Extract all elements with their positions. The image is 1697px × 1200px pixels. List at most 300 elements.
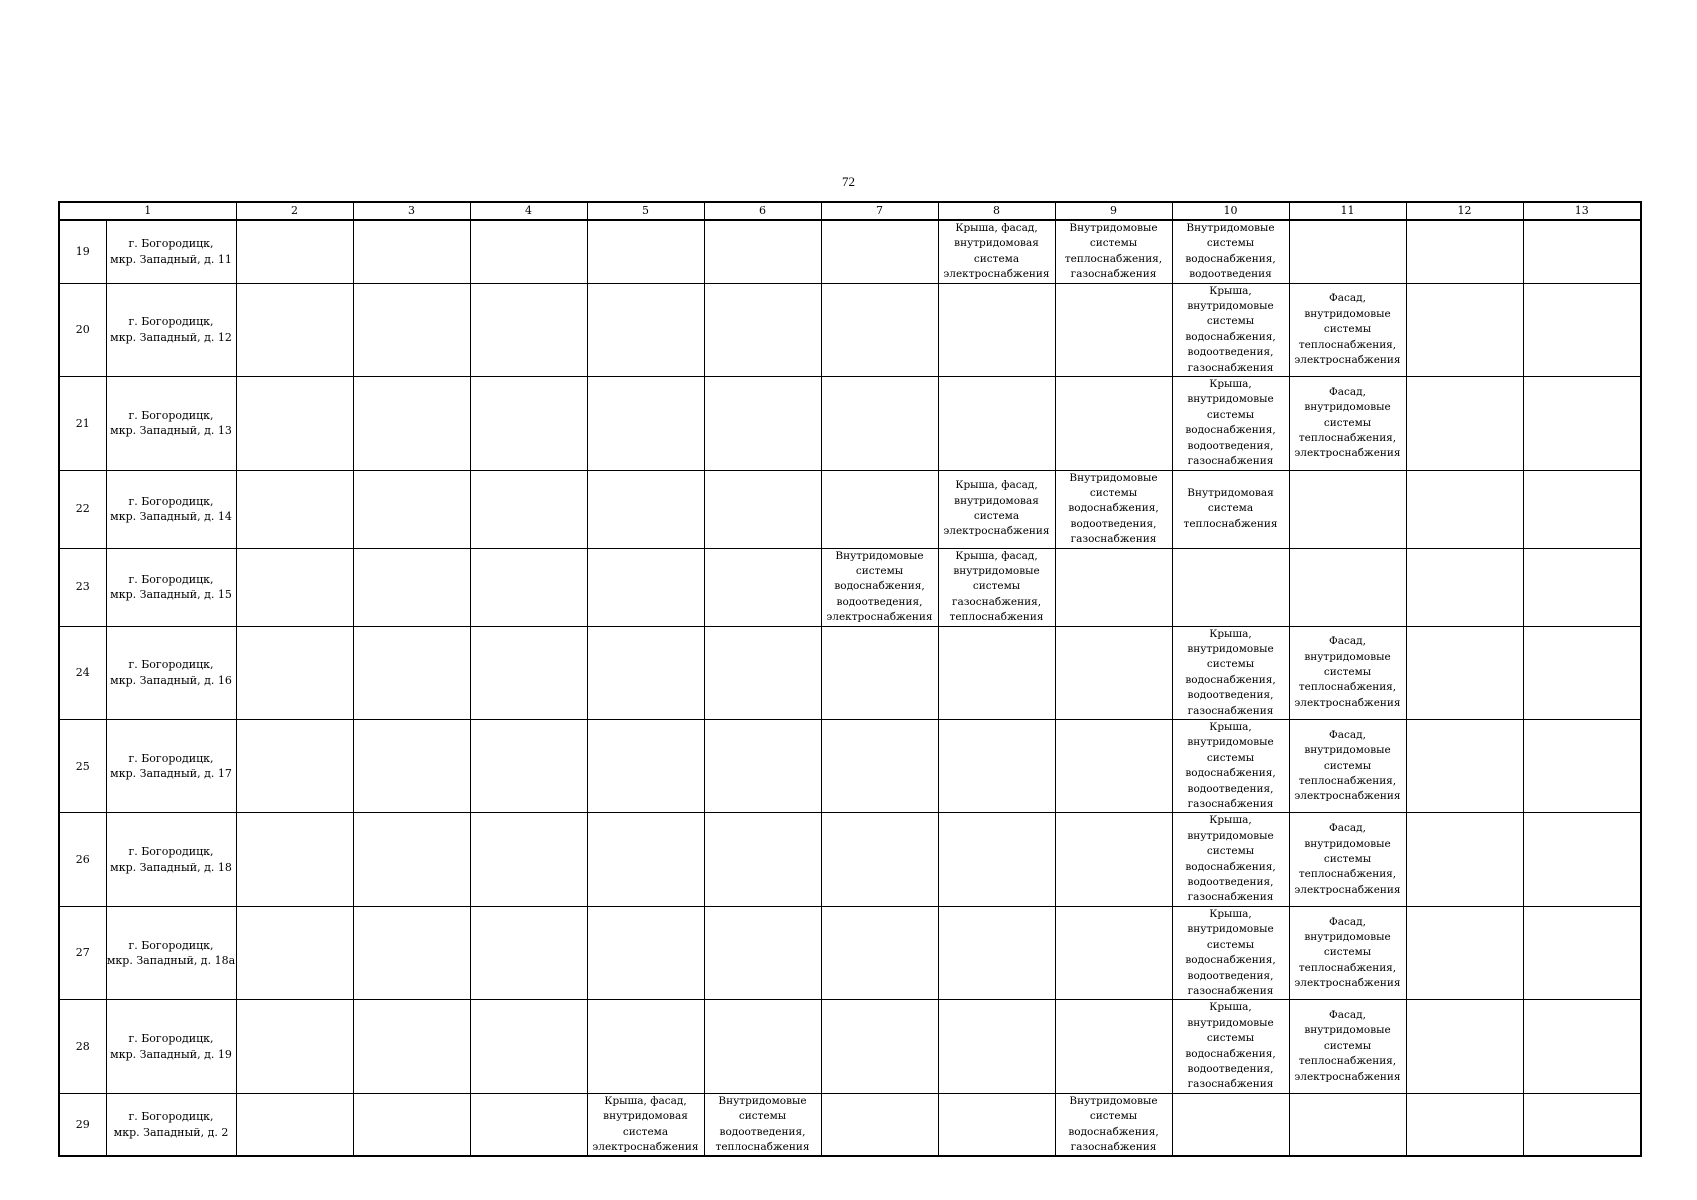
cell-line: г. Богородицк, bbox=[128, 237, 214, 251]
address-cell bbox=[106, 548, 236, 626]
cell-line: Крыша, bbox=[1209, 907, 1252, 920]
cell-line: электроснабжения bbox=[826, 611, 933, 624]
cell-line: водоснабжения, bbox=[1185, 252, 1276, 265]
cell-col-9 bbox=[1055, 220, 1172, 283]
cell-col-3 bbox=[353, 906, 470, 999]
cell-line: внутридомовые bbox=[1304, 650, 1391, 663]
cell-col-6 bbox=[704, 813, 821, 906]
cell-line: внутридомовые bbox=[1187, 829, 1274, 842]
cell-col-6 bbox=[704, 1093, 821, 1156]
cell-col-12 bbox=[1406, 813, 1523, 906]
cell-col-4 bbox=[470, 626, 587, 719]
column-header-12: 12 bbox=[1406, 202, 1523, 220]
cell-line: внутридомовые bbox=[1304, 930, 1391, 943]
cell-line: г. Богородицк, bbox=[128, 1110, 214, 1124]
cell-col-9 bbox=[1055, 813, 1172, 906]
cell-line: электроснабжения bbox=[592, 1140, 699, 1153]
cell-line: Фасад, bbox=[1329, 1009, 1366, 1022]
cell-col-2 bbox=[236, 283, 353, 376]
cell-line: Внутридомовые bbox=[1069, 471, 1158, 484]
cell-line: внутридомовые bbox=[1304, 401, 1391, 414]
cell-col-12 bbox=[1406, 548, 1523, 626]
cell-line: внутридомовая bbox=[954, 494, 1039, 507]
cell-col-4 bbox=[470, 548, 587, 626]
table-row bbox=[59, 813, 1641, 906]
cell-line: внутридомовые bbox=[1304, 744, 1391, 757]
cell-line: мкр. Западный, д. 19 bbox=[110, 1047, 232, 1061]
cell-line: Фасад, bbox=[1329, 822, 1366, 835]
cell-line: внутридомовые bbox=[1187, 393, 1274, 406]
cell-line: система bbox=[973, 252, 1020, 265]
cell-line: теплоснабжения, bbox=[1298, 774, 1397, 787]
cell-line: теплоснабжения, bbox=[1298, 961, 1397, 974]
cell-col-9 bbox=[1055, 626, 1172, 719]
cell-col-7 bbox=[821, 470, 938, 548]
cell-line: внутридомовые bbox=[1304, 1024, 1391, 1037]
cell-line: системы bbox=[1206, 938, 1255, 951]
table-row bbox=[59, 283, 1641, 376]
cell-col-2 bbox=[236, 377, 353, 470]
cell-col-12 bbox=[1406, 377, 1523, 470]
cell-line: Крыша, bbox=[1209, 378, 1252, 391]
column-header-4: 4 bbox=[470, 202, 587, 220]
column-header-2: 2 bbox=[236, 202, 353, 220]
cell-line: системы bbox=[1089, 237, 1138, 250]
cell-col-10 bbox=[1172, 626, 1289, 719]
cell-col-5 bbox=[587, 906, 704, 999]
cell-col-13 bbox=[1523, 283, 1641, 376]
cell-line: газоснабжения, bbox=[951, 595, 1042, 608]
cell-line: мкр. Западный, д. 12 bbox=[110, 330, 232, 344]
row-number: 23 bbox=[59, 548, 106, 626]
cell-line: г. Богородицк, bbox=[128, 1032, 214, 1046]
cell-col-7 bbox=[821, 1093, 938, 1156]
cell-line: Фасад, bbox=[1329, 635, 1366, 648]
cell-col-6 bbox=[704, 720, 821, 813]
table-row bbox=[59, 1093, 1641, 1156]
table-row bbox=[59, 220, 1641, 283]
row-number: 26 bbox=[59, 813, 106, 906]
row-number: 20 bbox=[59, 283, 106, 376]
cell-col-8 bbox=[938, 470, 1055, 548]
cell-col-2 bbox=[236, 220, 353, 283]
column-header-6: 6 bbox=[704, 202, 821, 220]
address-cell bbox=[106, 220, 236, 283]
cell-line: водоотведения, bbox=[1187, 876, 1274, 889]
cell-col-4 bbox=[470, 906, 587, 999]
column-header-7: 7 bbox=[821, 202, 938, 220]
cell-line: системы bbox=[1206, 658, 1255, 671]
cell-col-6 bbox=[704, 377, 821, 470]
cell-col-7 bbox=[821, 1000, 938, 1093]
cell-col-2 bbox=[236, 813, 353, 906]
cell-col-12 bbox=[1406, 906, 1523, 999]
cell-col-13 bbox=[1523, 1000, 1641, 1093]
cell-line: г. Богородицк, bbox=[128, 938, 214, 952]
cell-line: г. Богородицк, bbox=[128, 494, 214, 508]
cell-line: водоотведения, bbox=[836, 595, 923, 608]
cell-line: внутридомовые bbox=[1187, 923, 1274, 936]
cell-col-11 bbox=[1289, 377, 1406, 470]
cell-col-7 bbox=[821, 283, 938, 376]
cell-col-13 bbox=[1523, 470, 1641, 548]
address-cell bbox=[106, 1000, 236, 1093]
cell-col-8 bbox=[938, 220, 1055, 283]
header-row bbox=[59, 202, 1641, 220]
cell-line: Крыша, bbox=[1209, 721, 1252, 733]
table-row bbox=[59, 626, 1641, 719]
cell-line: водоотведения, bbox=[719, 1125, 806, 1138]
column-header-9: 9 bbox=[1055, 202, 1172, 220]
cell-line: Внутридомовые bbox=[835, 549, 924, 562]
cell-col-8 bbox=[938, 1000, 1055, 1093]
cell-col-6 bbox=[704, 548, 821, 626]
cell-line: мкр. Западный, д. 14 bbox=[110, 510, 232, 524]
cell-line: теплоснабжения, bbox=[1298, 868, 1397, 881]
cell-line: Крыша, фасад, bbox=[955, 479, 1038, 492]
cell-col-6 bbox=[704, 906, 821, 999]
column-header-8: 8 bbox=[938, 202, 1055, 220]
cell-col-4 bbox=[470, 720, 587, 813]
cell-line: системы bbox=[1206, 408, 1255, 421]
column-header-10: 10 bbox=[1172, 202, 1289, 220]
address-cell bbox=[106, 720, 236, 813]
cell-line: системы bbox=[1323, 666, 1372, 679]
cell-line: системы bbox=[972, 580, 1021, 593]
cell-line: Крыша, bbox=[1209, 627, 1252, 640]
page-number: 72 bbox=[842, 174, 855, 189]
cell-line: газоснабжения bbox=[1187, 798, 1274, 811]
cell-col-6 bbox=[704, 626, 821, 719]
cell-line: газоснабжения bbox=[1187, 891, 1274, 904]
cell-line: теплоснабжения, bbox=[1298, 338, 1397, 351]
cell-col-9 bbox=[1055, 1000, 1172, 1093]
cell-line: водоснабжения, bbox=[1185, 330, 1276, 343]
cell-line: Крыша, bbox=[1209, 284, 1252, 297]
cell-line: водоотведения, bbox=[1187, 782, 1274, 795]
cell-col-12 bbox=[1406, 220, 1523, 283]
cell-col-3 bbox=[353, 548, 470, 626]
cell-col-4 bbox=[470, 283, 587, 376]
cell-col-9 bbox=[1055, 283, 1172, 376]
cell-line: мкр. Западный, д. 15 bbox=[110, 588, 232, 602]
cell-col-10 bbox=[1172, 1093, 1289, 1156]
cell-col-4 bbox=[470, 1093, 587, 1156]
cell-line: водоотведения, bbox=[1187, 346, 1274, 359]
cell-col-12 bbox=[1406, 470, 1523, 548]
column-header-13: 13 bbox=[1523, 202, 1641, 220]
table-row bbox=[59, 470, 1641, 548]
cell-col-3 bbox=[353, 813, 470, 906]
table-row bbox=[59, 548, 1641, 626]
cell-line: водоотведения, bbox=[1187, 1062, 1274, 1075]
cell-line: газоснабжения bbox=[1187, 984, 1274, 997]
cell-line: внутридомовые bbox=[1187, 300, 1274, 313]
cell-line: системы bbox=[1323, 852, 1372, 865]
cell-line: водоотведения, bbox=[1070, 517, 1157, 530]
cell-line: мкр. Западный, д. 2 bbox=[113, 1125, 229, 1139]
cell-col-10 bbox=[1172, 1000, 1289, 1093]
cell-line: Внутридомовые bbox=[1186, 222, 1275, 234]
cell-line: г. Богородицк, bbox=[128, 658, 214, 672]
cell-line: внутридомовые bbox=[953, 564, 1040, 577]
cell-line: мкр. Западный, д. 13 bbox=[110, 424, 232, 438]
address-cell bbox=[106, 1093, 236, 1156]
cell-line: газоснабжения bbox=[1070, 268, 1157, 281]
cell-col-2 bbox=[236, 470, 353, 548]
cell-col-13 bbox=[1523, 906, 1641, 999]
cell-line: водоотведения, bbox=[1187, 969, 1274, 982]
cell-col-9 bbox=[1055, 720, 1172, 813]
cell-col-8 bbox=[938, 720, 1055, 813]
cell-col-11 bbox=[1289, 220, 1406, 283]
cell-line: Крыша, bbox=[1209, 814, 1252, 827]
cell-line: водоснабжения, bbox=[1185, 424, 1276, 437]
cell-line: Крыша, фасад, bbox=[955, 222, 1038, 234]
cell-line: теплоснабжения bbox=[1183, 517, 1278, 530]
cell-line: внутридомовые bbox=[1187, 642, 1274, 655]
cell-line: теплоснабжения, bbox=[1064, 252, 1163, 265]
cell-col-12 bbox=[1406, 1093, 1523, 1156]
cell-line: теплоснабжения, bbox=[1298, 431, 1397, 444]
cell-line: электроснабжения bbox=[1294, 353, 1401, 366]
cell-col-7 bbox=[821, 220, 938, 283]
cell-line: система bbox=[1207, 502, 1254, 515]
cell-col-4 bbox=[470, 1000, 587, 1093]
cell-col-2 bbox=[236, 720, 353, 813]
cell-col-11 bbox=[1289, 626, 1406, 719]
cell-col-12 bbox=[1406, 626, 1523, 719]
cell-col-11 bbox=[1289, 470, 1406, 548]
cell-col-6 bbox=[704, 470, 821, 548]
cell-line: Фасад, bbox=[1329, 915, 1366, 928]
cell-col-5 bbox=[587, 377, 704, 470]
cell-line: системы bbox=[1323, 759, 1372, 772]
cell-col-13 bbox=[1523, 813, 1641, 906]
cell-line: водоотведения, bbox=[1187, 689, 1274, 702]
cell-line: Фасад, bbox=[1329, 292, 1366, 305]
cell-line: г. Богородицк, bbox=[128, 315, 214, 329]
cell-col-5 bbox=[587, 220, 704, 283]
cell-line: теплоснабжения bbox=[715, 1140, 810, 1153]
cell-col-8 bbox=[938, 548, 1055, 626]
cell-line: мкр. Западный, д. 17 bbox=[110, 767, 232, 781]
cell-col-5 bbox=[587, 626, 704, 719]
cell-col-2 bbox=[236, 548, 353, 626]
cell-col-9 bbox=[1055, 470, 1172, 548]
cell-line: Крыша, фасад, bbox=[955, 549, 1038, 562]
cell-line: система bbox=[622, 1125, 669, 1138]
cell-line: газоснабжения bbox=[1187, 361, 1274, 374]
cell-col-8 bbox=[938, 813, 1055, 906]
cell-col-3 bbox=[353, 1093, 470, 1156]
cell-col-10 bbox=[1172, 377, 1289, 470]
cell-col-5 bbox=[587, 283, 704, 376]
cell-col-5 bbox=[587, 1093, 704, 1156]
cell-line: системы bbox=[1206, 1032, 1255, 1045]
cell-line: водоотведения bbox=[1189, 268, 1272, 281]
cell-line: теплоснабжения, bbox=[1298, 1055, 1397, 1068]
cell-col-10 bbox=[1172, 548, 1289, 626]
table-row bbox=[59, 1000, 1641, 1093]
cell-line: Внутридомовые bbox=[718, 1094, 807, 1107]
table-row bbox=[59, 720, 1641, 813]
cell-line: внутридомовые bbox=[1187, 1016, 1274, 1029]
cell-col-7 bbox=[821, 813, 938, 906]
row-number: 27 bbox=[59, 906, 106, 999]
cell-line: системы bbox=[1206, 845, 1255, 858]
cell-col-5 bbox=[587, 1000, 704, 1093]
address-cell bbox=[106, 626, 236, 719]
address-cell bbox=[106, 813, 236, 906]
cell-col-2 bbox=[236, 626, 353, 719]
cell-line: теплоснабжения bbox=[949, 611, 1044, 624]
cell-line: внутридомовые bbox=[1304, 307, 1391, 320]
cell-line: водоснабжения, bbox=[834, 580, 925, 593]
cell-col-8 bbox=[938, 377, 1055, 470]
cell-col-6 bbox=[704, 220, 821, 283]
cell-col-7 bbox=[821, 377, 938, 470]
cell-line: системы bbox=[1089, 1110, 1138, 1123]
cell-col-13 bbox=[1523, 548, 1641, 626]
row-number: 29 bbox=[59, 1093, 106, 1156]
cell-col-5 bbox=[587, 720, 704, 813]
cell-line: водоснабжения, bbox=[1185, 1047, 1276, 1060]
address-cell bbox=[106, 377, 236, 470]
cell-col-3 bbox=[353, 1000, 470, 1093]
cell-col-5 bbox=[587, 470, 704, 548]
cell-col-10 bbox=[1172, 720, 1289, 813]
cell-line: газоснабжения bbox=[1187, 1078, 1274, 1091]
cell-col-13 bbox=[1523, 626, 1641, 719]
cell-col-13 bbox=[1523, 220, 1641, 283]
cell-col-12 bbox=[1406, 720, 1523, 813]
cell-col-8 bbox=[938, 283, 1055, 376]
cell-line: электроснабжения bbox=[943, 525, 1050, 538]
cell-col-10 bbox=[1172, 283, 1289, 376]
row-number: 19 bbox=[59, 220, 106, 283]
cell-line: водоснабжения, bbox=[1068, 502, 1159, 515]
cell-line: водоснабжения, bbox=[1185, 673, 1276, 686]
cell-col-9 bbox=[1055, 377, 1172, 470]
cell-col-13 bbox=[1523, 377, 1641, 470]
row-number: 25 bbox=[59, 720, 106, 813]
cell-line: системы bbox=[1323, 416, 1372, 429]
cell-line: г. Богородицк, bbox=[128, 572, 214, 586]
cell-line: теплоснабжения, bbox=[1298, 681, 1397, 694]
cell-line: водоснабжения, bbox=[1185, 767, 1276, 780]
cell-line: Внутридомовые bbox=[1069, 222, 1158, 234]
cell-col-5 bbox=[587, 548, 704, 626]
cell-col-10 bbox=[1172, 470, 1289, 548]
cell-line: Фасад, bbox=[1329, 728, 1366, 741]
cell-line: Крыша, фасад, bbox=[604, 1094, 687, 1107]
column-header-5: 5 bbox=[587, 202, 704, 220]
cell-col-2 bbox=[236, 1093, 353, 1156]
cell-col-8 bbox=[938, 626, 1055, 719]
cell-line: внутридомовые bbox=[1187, 736, 1274, 749]
address-cell bbox=[106, 906, 236, 999]
cell-col-7 bbox=[821, 720, 938, 813]
cell-col-10 bbox=[1172, 813, 1289, 906]
cell-line: системы bbox=[1206, 315, 1255, 328]
column-header-1: 1 bbox=[59, 202, 236, 220]
cell-line: системы bbox=[1323, 323, 1372, 336]
cell-col-13 bbox=[1523, 720, 1641, 813]
cell-line: г. Богородицк, bbox=[128, 751, 214, 765]
cell-line: электроснабжения bbox=[943, 268, 1050, 281]
row-number: 21 bbox=[59, 377, 106, 470]
cell-col-12 bbox=[1406, 283, 1523, 376]
cell-col-3 bbox=[353, 220, 470, 283]
cell-line: электроснабжения bbox=[1294, 447, 1401, 460]
cell-line: электроснабжения bbox=[1294, 883, 1401, 896]
cell-col-9 bbox=[1055, 906, 1172, 999]
cell-line: газоснабжения bbox=[1070, 533, 1157, 546]
address-cell bbox=[106, 283, 236, 376]
cell-col-7 bbox=[821, 906, 938, 999]
cell-col-10 bbox=[1172, 906, 1289, 999]
cell-line: мкр. Западный, д. 18а bbox=[106, 954, 236, 968]
cell-line: мкр. Западный, д. 18 bbox=[110, 860, 232, 874]
cell-col-2 bbox=[236, 906, 353, 999]
cell-line: системы bbox=[738, 1110, 787, 1123]
repair-schedule-table bbox=[58, 201, 1642, 1157]
cell-line: электроснабжения bbox=[1294, 977, 1401, 990]
cell-line: системы bbox=[855, 564, 904, 577]
cell-col-4 bbox=[470, 813, 587, 906]
cell-line: Внутридомовая bbox=[1187, 486, 1274, 499]
cell-col-9 bbox=[1055, 548, 1172, 626]
row-number: 24 bbox=[59, 626, 106, 719]
cell-line: система bbox=[973, 510, 1020, 523]
cell-col-6 bbox=[704, 1000, 821, 1093]
cell-col-11 bbox=[1289, 548, 1406, 626]
cell-line: системы bbox=[1206, 237, 1255, 250]
cell-line: электроснабжения bbox=[1294, 790, 1401, 803]
cell-line: системы bbox=[1206, 751, 1255, 764]
table-row bbox=[59, 377, 1641, 470]
cell-line: газоснабжения bbox=[1070, 1140, 1157, 1153]
cell-line: водоотведения, bbox=[1187, 439, 1274, 452]
cell-col-3 bbox=[353, 626, 470, 719]
cell-col-11 bbox=[1289, 283, 1406, 376]
cell-line: Внутридомовые bbox=[1069, 1094, 1158, 1107]
cell-col-4 bbox=[470, 470, 587, 548]
cell-line: внутридомовые bbox=[1304, 837, 1391, 850]
cell-line: внутридомовая bbox=[954, 237, 1039, 250]
cell-line: мкр. Западный, д. 16 bbox=[110, 673, 232, 687]
cell-col-3 bbox=[353, 283, 470, 376]
cell-col-11 bbox=[1289, 1093, 1406, 1156]
cell-col-10 bbox=[1172, 220, 1289, 283]
cell-line: электроснабжения bbox=[1294, 696, 1401, 709]
cell-col-4 bbox=[470, 377, 587, 470]
cell-line: системы bbox=[1323, 946, 1372, 959]
row-number: 28 bbox=[59, 1000, 106, 1093]
address-cell bbox=[106, 470, 236, 548]
cell-col-3 bbox=[353, 470, 470, 548]
cell-line: водоснабжения, bbox=[1185, 860, 1276, 873]
row-number: 22 bbox=[59, 470, 106, 548]
cell-line: г. Богородицк, bbox=[128, 408, 214, 422]
cell-line: Крыша, bbox=[1209, 1001, 1252, 1014]
cell-col-11 bbox=[1289, 720, 1406, 813]
cell-col-9 bbox=[1055, 1093, 1172, 1156]
column-header-11: 11 bbox=[1289, 202, 1406, 220]
cell-line: г. Богородицк, bbox=[128, 845, 214, 859]
cell-col-11 bbox=[1289, 1000, 1406, 1093]
